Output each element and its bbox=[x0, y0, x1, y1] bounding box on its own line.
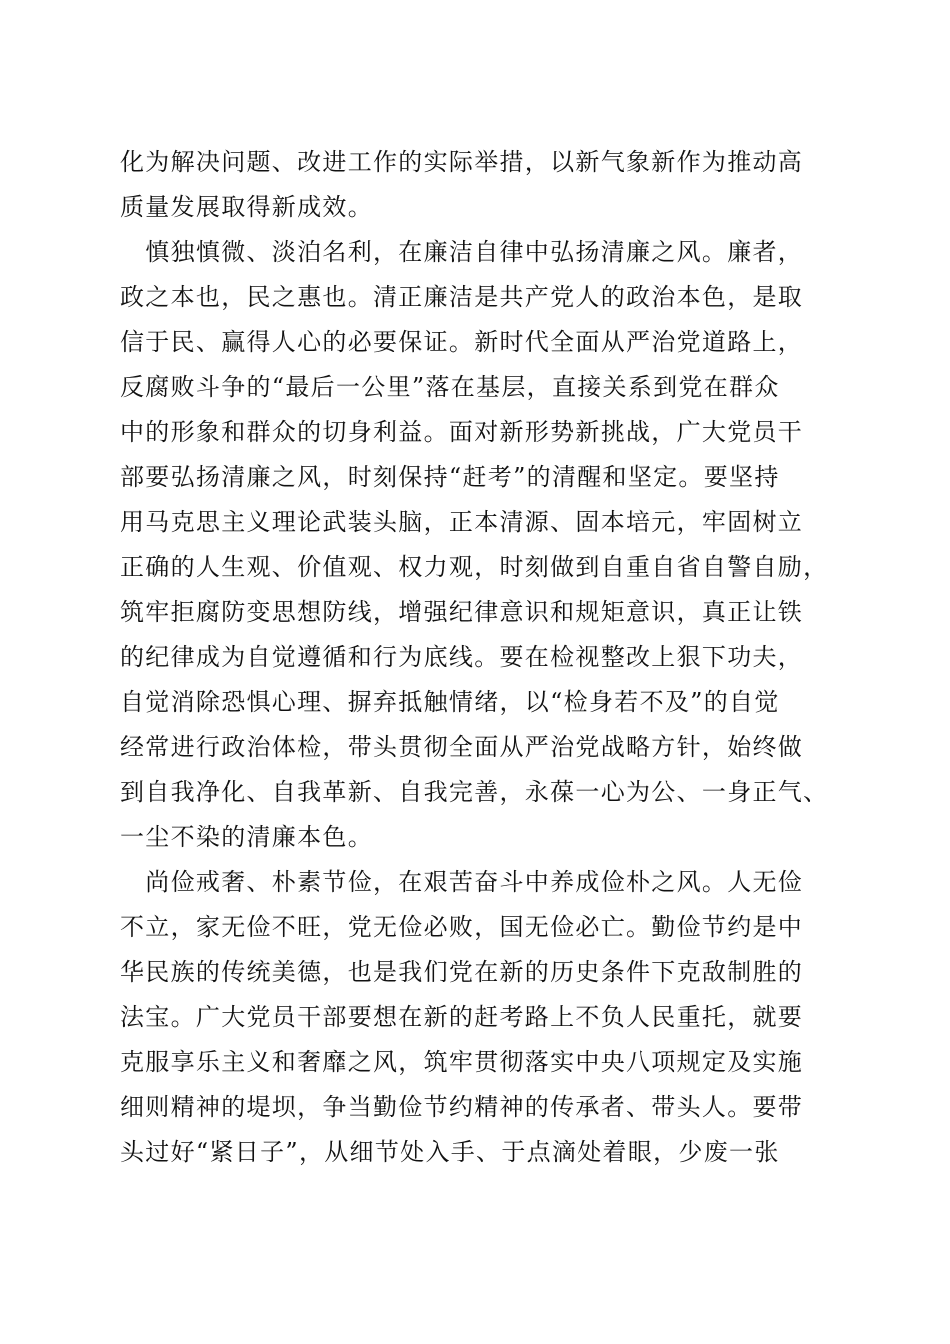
text-line: 化为解决问题、改进工作的实际举措，以新气象新作为推动高 bbox=[120, 148, 804, 176]
text-line: 质量发展取得新成效。 bbox=[120, 193, 373, 221]
body-text bbox=[120, 140, 840, 1175]
text-line: 到自我净化、自我革新、自我完善，永葆一心为公、一身正气、 bbox=[120, 778, 829, 806]
text-line: 细则精神的堤坝，争当勤俭节约精神的传承者、带头人。要带 bbox=[120, 1093, 804, 1121]
text-line: 中的形象和群众的切身利益。面对新形势新挑战，广大党员干 bbox=[120, 418, 804, 446]
text-line: 用马克思主义理论武装头脑，正本清源、固本培元，牢固树立 bbox=[120, 508, 804, 536]
text-line: 政之本也，民之惠也。清正廉洁是共产党人的政治本色，是取 bbox=[120, 283, 804, 311]
text-line: 正确的人生观、价值观、权力观，时刻做到自重自省自警自励， bbox=[120, 553, 829, 581]
text-line: 自觉消除恐惧心理、摒弃抵触情绪，以“检身若不及”的自觉 bbox=[120, 688, 780, 716]
text-line: 头过好“紧日子”，从细节处入手、于点滴处着眼，少废一张 bbox=[120, 1138, 780, 1166]
text-line: 尚俭戒奢、朴素节俭，在艰苦奋斗中养成俭朴之风。人无俭 bbox=[120, 868, 804, 896]
text-line: 信于民、赢得人心的必要保证。新时代全面从严治党道路上， bbox=[120, 328, 804, 356]
text-line: 慎独慎微、淡泊名利，在廉洁自律中弘扬清廉之风。廉者， bbox=[120, 238, 804, 266]
text-line: 华民族的传统美德，也是我们党在新的历史条件下克敌制胜的 bbox=[120, 958, 804, 986]
text-line: 法宝。广大党员干部要想在新的赶考路上不负人民重托，就要 bbox=[120, 1003, 804, 1031]
text-line: 部要弘扬清廉之风，时刻保持“赶考”的清醒和坚定。要坚持 bbox=[120, 463, 780, 491]
text-line: 反腐败斗争的“最后一公里”落在基层，直接关系到党在群众 bbox=[120, 373, 780, 401]
text-line: 筑牢拒腐防变思想防线，增强纪律意识和规矩意识，真正让铁 bbox=[120, 598, 804, 626]
text-line: 经常进行政治体检，带头贯彻全面从严治党战略方针，始终做 bbox=[120, 733, 804, 761]
text-line: 不立，家无俭不旺，党无俭必败，国无俭必亡。勤俭节约是中 bbox=[120, 913, 804, 941]
text-line: 克服享乐主义和奢靡之风，筑牢贯彻落实中央八项规定及实施 bbox=[120, 1048, 804, 1076]
text-line: 一尘不染的清廉本色。 bbox=[120, 823, 373, 851]
text-line: 的纪律成为自觉遵循和行为底线。要在检视整改上狠下功夫， bbox=[120, 643, 804, 671]
